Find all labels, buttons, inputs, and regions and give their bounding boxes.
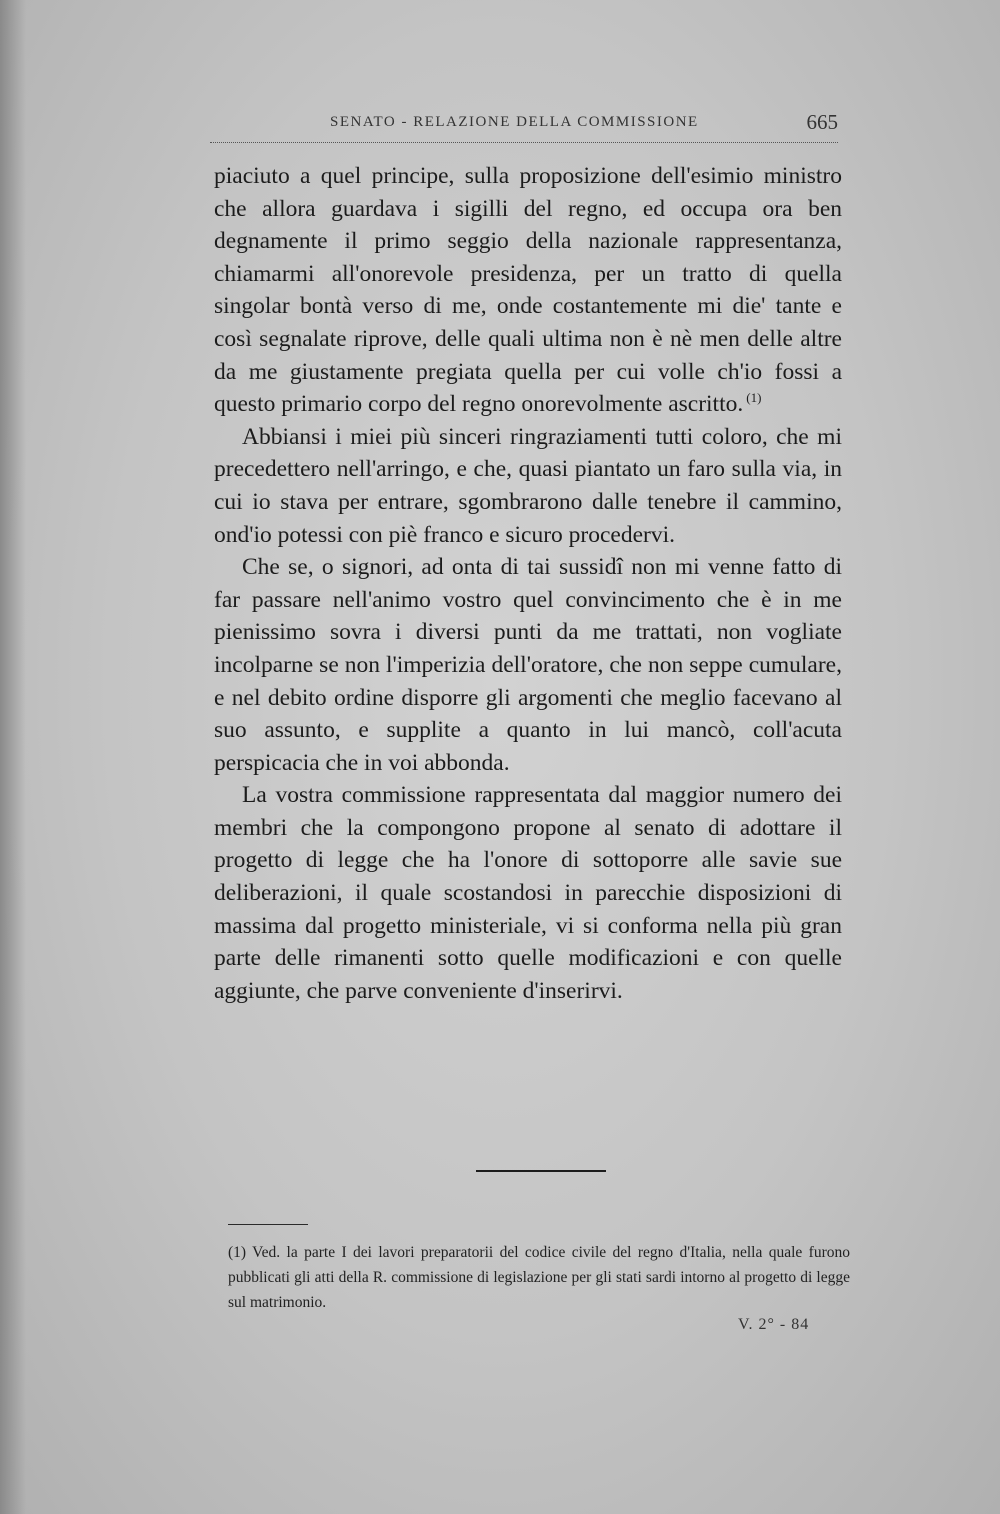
- binding-shadow: [0, 0, 26, 1514]
- paragraph-1-text: piaciuto a quel principe, sulla proposizione dell'esimio ministro che allora guardava i sigilli del regno, ed occupa ora ben degnamente il primo seggio della nazionale rappresentanza, chiamarmi all'onorevole presidenza, per un tratto di quella singolar bontà verso di me, onde costantemente mi die' tante e così segnalate riprove, delle quali ultima non è nè men delle altre da me giustamente pregiata quella per cui volle ch'io fossi a questo primario corpo del regno onorevolmente ascritto.: [214, 163, 842, 418]
- footnote: (1) Ved. la parte I dei lavori preparatorii del codice civile del regno d'Italia, nella quale furono pubblicati gli atti della R. commissione di legislazione per gli stati sardi intorno al progetto di legge sul matrimonio.: [228, 1244, 850, 1311]
- paragraph-3: Che se, o signori, ad onta di tai sussidî non mi venne fatto di far passare nell'animo vostro quel convincimento che è in me pienissimo sovra i diversi punti da me trattati, non vogliate incolparne se non l'imperizia dell'oratore, che non seppe cumulare, e nel debito ordine disporre gli argomenti che meglio facevano al suo assunto, e supplite a quanto in lui mancò, coll'acuta perspicacia che in voi abbonda.: [214, 554, 842, 776]
- page-number: 665: [806, 110, 838, 134]
- header-rule: [210, 142, 838, 143]
- section-end-rule: [476, 1170, 606, 1172]
- footnote-rule: [228, 1224, 308, 1225]
- paragraph-2: Abbiansi i miei più sinceri ringraziamenti tutti coloro, che mi precedettero nell'arringo, e che, quasi piantato un faro sulla via, in cui io stava per entrare, sgombrarono dalle tenebre il cammino, ond'io potessi con piè franco e sicuro procedervi.: [214, 423, 842, 548]
- page-header: [210, 112, 850, 144]
- footnote-reference: (1): [746, 390, 762, 406]
- signature-mark: V. 2° - 84: [738, 1316, 810, 1333]
- body-text: [214, 160, 842, 1007]
- running-head: SENATO - RELAZIONE DELLA COMMISSIONE: [330, 114, 699, 130]
- paragraph-1: [214, 160, 842, 421]
- paragraph-4: La vostra commissione rappresentata dal maggior numero dei membri che la compongono propone al senato di adottare il progetto di legge che ha l'onore di sottoporre alle savie sue deliberazioni, il quale scostandosi in parecchie disposizioni di massima dal progetto ministeriale, vi si conforma nella più gran parte delle rimanenti sotto quelle modificazioni e con quelle aggiunte, che parve conveniente d'inserirvi.: [214, 782, 842, 1004]
